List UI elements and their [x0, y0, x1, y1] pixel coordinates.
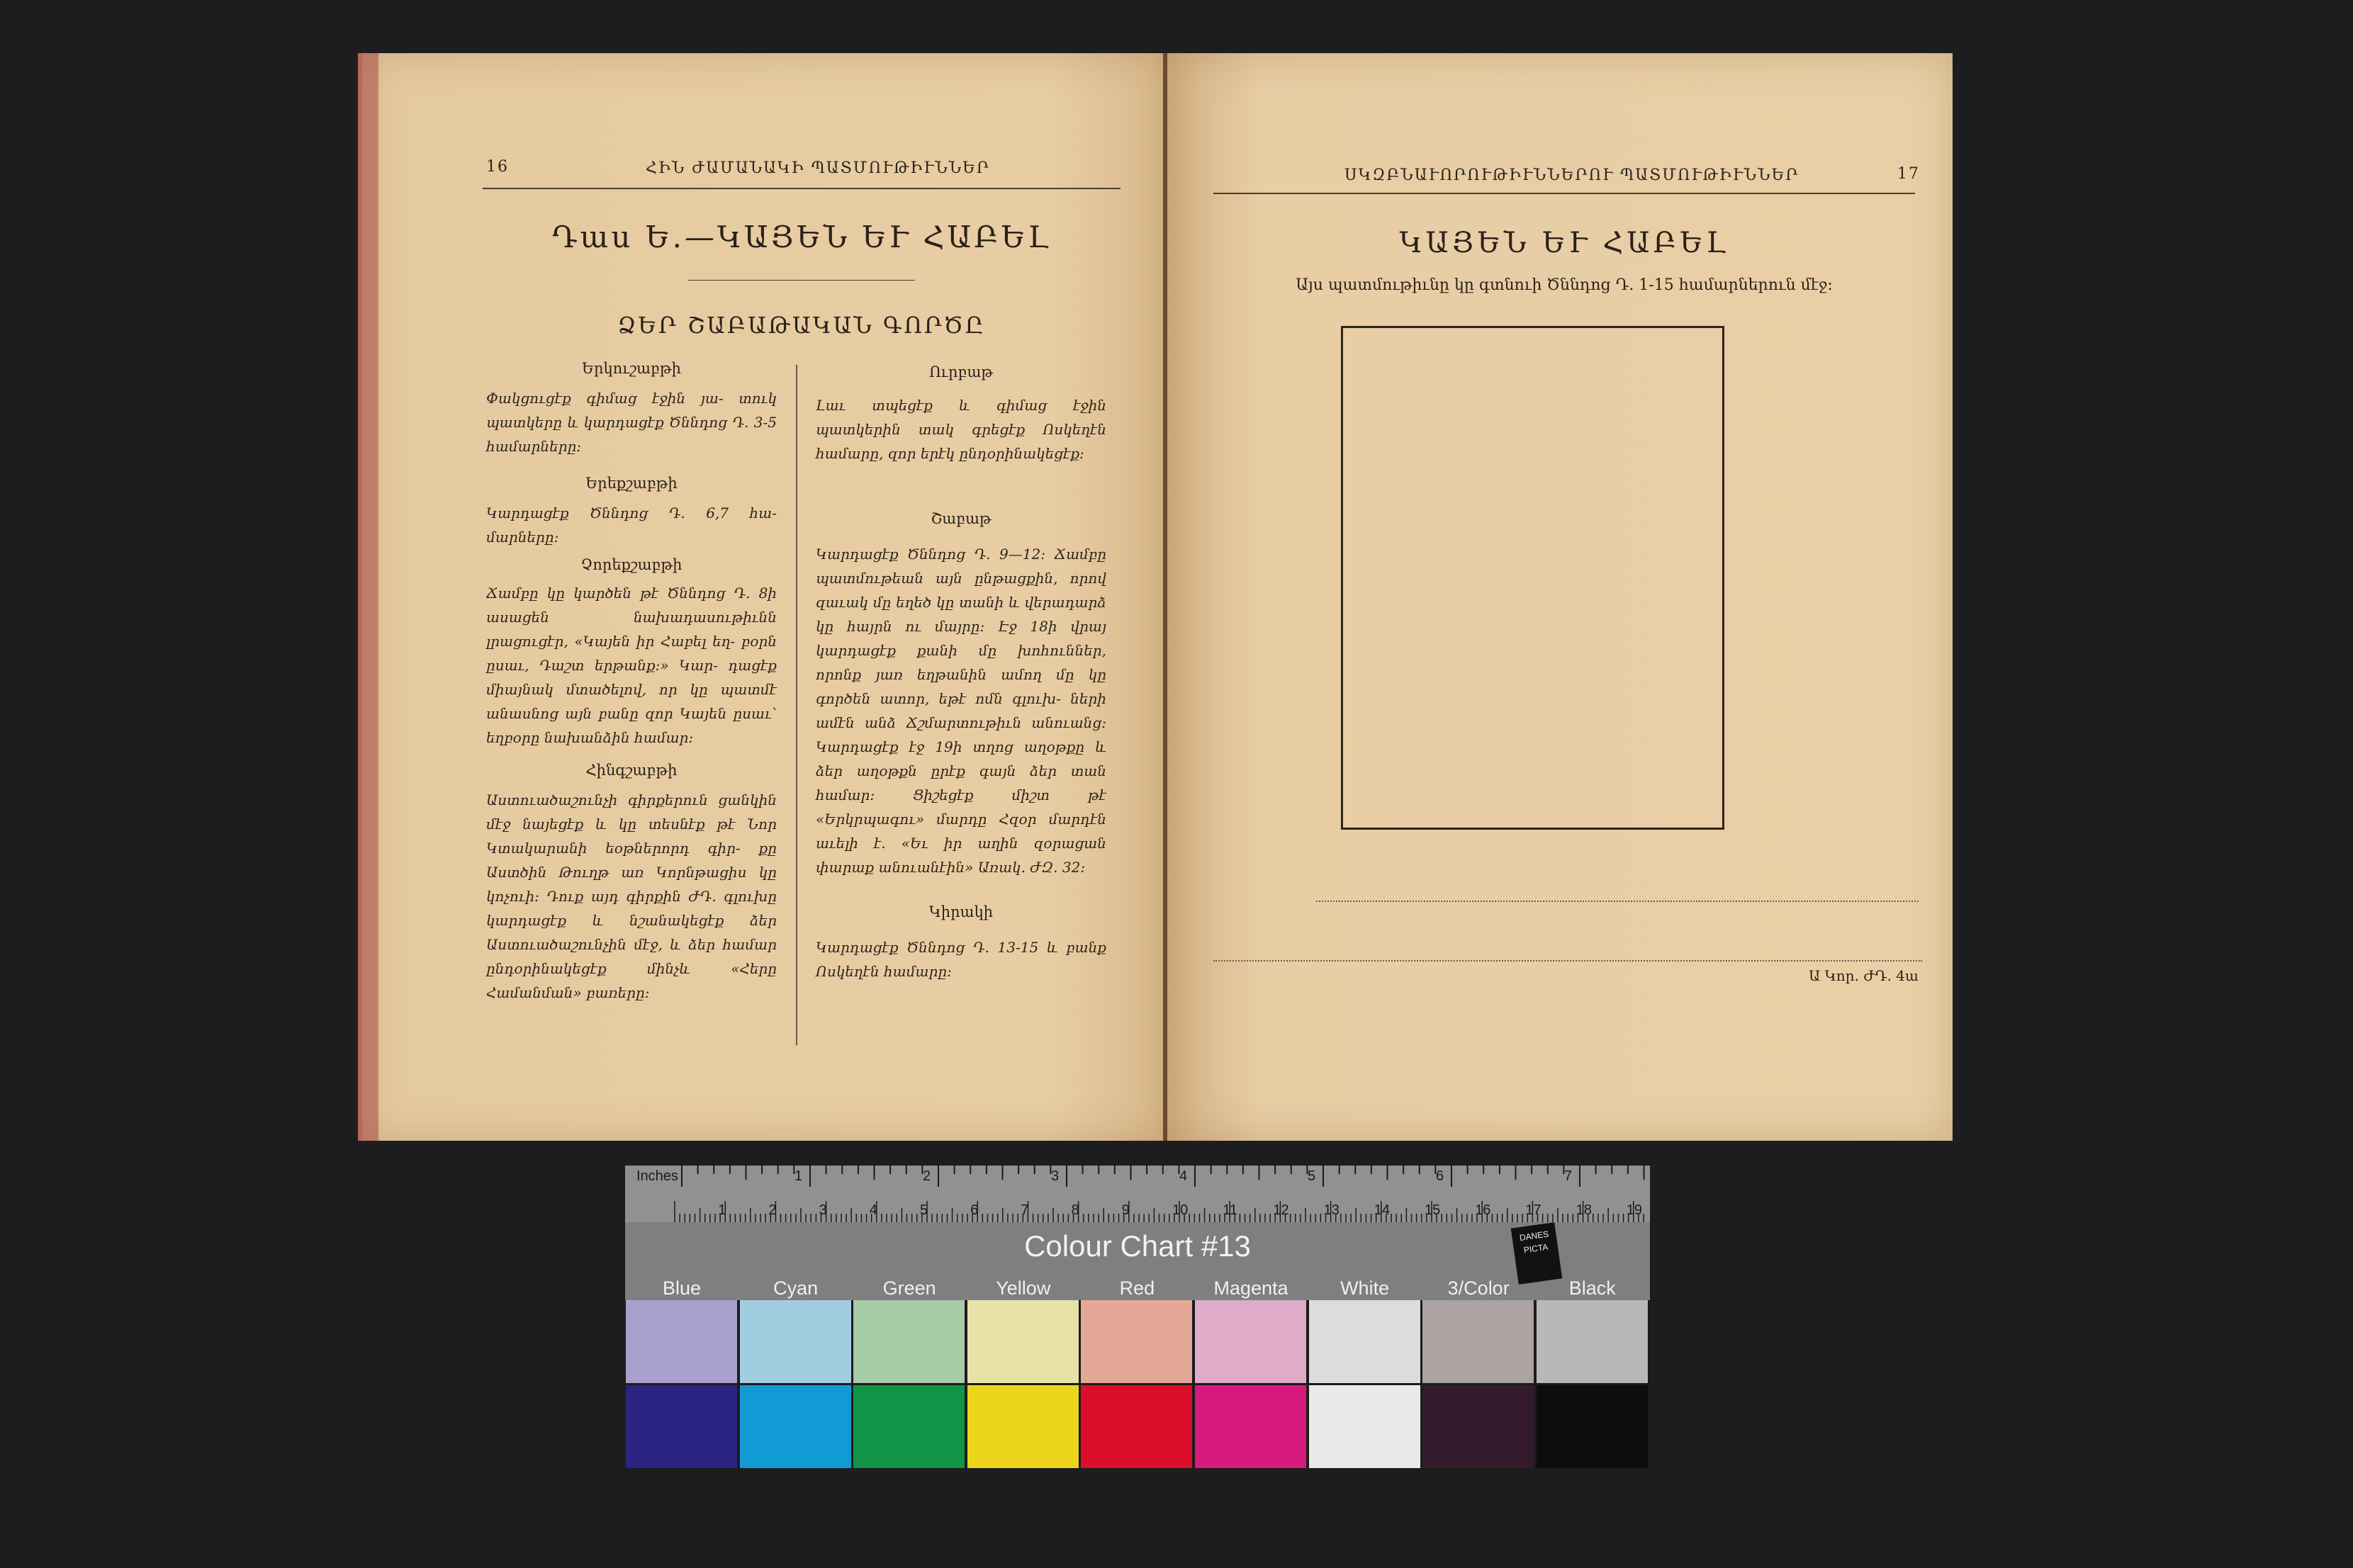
- inches-label: Inches: [636, 1168, 678, 1184]
- swatch-yellow-solid: [967, 1385, 1079, 1468]
- day-text: Կարդացէք Ծննդոց Դ. 13-15 և բանք Ոսկեղէն համարը:: [816, 939, 1106, 980]
- day-text: Կարդացէք Ծննդոց Դ. 6,7 հա- մարները:: [486, 504, 777, 546]
- column-divider: [796, 365, 797, 1045]
- right-running-head: ՍԿԶԲՆԱՒՈՐՈՒԹԻՒՆՆԵՐՈՒ ՊԱՏՄՈՒԹԻՒՆՆԵՐ: [1344, 167, 1799, 184]
- left-running-head: ՀԻՆ ԺԱՄԱՆԱԿԻ ՊԱՏՄՈՒԹԻՒՆՆԵՐ: [646, 159, 990, 177]
- story-subtitle: Այս պատմութիւնը կը գտնուի Ծննդոց Դ. 1-15 համարներուն մէջ:: [1296, 276, 1833, 294]
- cm-number: 9: [1121, 1202, 1130, 1218]
- day-heading: Երկուշաբթի: [582, 360, 681, 377]
- day-text: Փակցուցէք գիմաց էջին յա- տուկ պատկերը և կարդացէք Ծննդոց Դ. 3-5 համարները:: [486, 390, 777, 455]
- day-text: Կարդացէք Ծննդոց Դ. 9—12: Ճամբը պատմութեան այն ընթացքին, որով զաւակ մը եղեծ կը տանի և վերադարձ կը հայրն ու մայրը: Էջ 18ի վրայ կարդացէք քանի մը խոհուններ, որոնք յառ եղթանին ամող մը կը գործեն ատոր, եթէ ոմն գլուխ- ների ամէն անձ Ճշմարտութիւն անուանց: Կարդացէք էջ 19ի տղոց աղօթքը և ձեր աղօթքն ըրէք գայն ձեր տան համար: Ցիշեցէք միշտ թէ «Երկրպագու» մարդը Հզօր մարդէն աւելի է. «Եւ իր աղին զօրացան փարաք անուանէին» Առակ. ԺԶ. 32:: [816, 546, 1106, 876]
- story-title: ԿԱՅԵՆ ԵՒ ՀԱԲԵԼ: [1399, 227, 1729, 259]
- left-page: [358, 53, 1170, 1141]
- cm-number: 2: [768, 1202, 777, 1218]
- swatch-white-tint: [1309, 1300, 1420, 1383]
- swatch-label: Red: [1119, 1277, 1155, 1299]
- right-page-number: 17: [1897, 165, 1920, 183]
- footer-mark: Ա Կոր. ԺԴ. 4ա: [1809, 967, 1919, 984]
- day-heading: Կիրակի: [928, 903, 994, 920]
- cm-number: 6: [970, 1202, 979, 1218]
- right-page: [1167, 53, 1953, 1141]
- swatch-green-solid: [853, 1385, 965, 1468]
- inch-number: 6: [1436, 1168, 1444, 1184]
- swatch-black-solid: [1537, 1385, 1648, 1468]
- swatch-3-color-solid: [1422, 1385, 1534, 1468]
- verse-line: [1213, 960, 1922, 961]
- cm-number: 5: [920, 1202, 928, 1218]
- cm-number: 15: [1425, 1202, 1441, 1218]
- swatch-label: White: [1340, 1277, 1390, 1299]
- cm-number: 16: [1475, 1202, 1491, 1218]
- colour-swatches: [625, 1300, 1650, 1470]
- swatch-label: Yellow: [996, 1277, 1051, 1299]
- cm-number: 19: [1626, 1202, 1643, 1218]
- cm-number: 12: [1273, 1202, 1289, 1218]
- cm-number: 3: [819, 1202, 827, 1218]
- swatch-label: Green: [882, 1277, 936, 1299]
- inch-number: 2: [923, 1168, 931, 1184]
- swatch-red-tint: [1081, 1300, 1192, 1383]
- swatch-white-solid: [1309, 1385, 1420, 1468]
- day-text: Լաւ տպեցէք և գիմաց էջին պատկերին տակ գրեցէք Ոսկեղէն համարը, զոր երէկ ընդօրինակեցէք:: [816, 397, 1106, 462]
- caption-line: [1316, 901, 1919, 902]
- swatch-yellow-tint: [967, 1300, 1079, 1383]
- swatch-3-color-tint: [1422, 1300, 1534, 1383]
- swatch-black-tint: [1537, 1300, 1648, 1383]
- picture-frame: [1341, 326, 1724, 830]
- title-underline: [688, 280, 915, 281]
- ruler-ticks: [625, 1166, 1650, 1222]
- swatch-red-solid: [1081, 1385, 1192, 1468]
- right-head-rule: [1213, 193, 1915, 194]
- cm-number: 10: [1172, 1202, 1189, 1218]
- open-book: [358, 53, 1953, 1141]
- inch-number: 7: [1564, 1168, 1573, 1184]
- swatch-label: Black: [1568, 1277, 1616, 1299]
- day-text: Աստուածաշունչի գիրքերուն ցանկին մէջ նայեցէք և կը տեսնէք թէ Նոր Կտակարանի եօթներորդ գիր- քը Աստծին Թուղթ առ Կորնթացիս կը կոչուի: Դուք այդ գիրքին ԺԴ. գլուխը կարդացէք և նշանակեցէք ձեր Աստուածաշունչին մէջ, և ձեր համար ընդօրինակեցէք մինչև «Հերը Համանման» բառերը:: [486, 791, 777, 1001]
- swatch-magenta-solid: [1195, 1385, 1306, 1468]
- swatch-label: Magenta: [1213, 1277, 1288, 1299]
- danes-picta-logo: DANES PICTA: [1511, 1222, 1563, 1285]
- day-heading: Հինգշաբթի: [585, 762, 678, 779]
- measurement-ruler: [625, 1166, 1701, 1222]
- inch-number: 5: [1308, 1168, 1316, 1184]
- inch-number: 4: [1179, 1168, 1188, 1184]
- left-head-rule: [483, 188, 1121, 189]
- swatch-green-tint: [853, 1300, 965, 1383]
- swatch-blue-solid: [626, 1385, 737, 1468]
- swatch-cyan-tint: [740, 1300, 851, 1383]
- cm-number: 1: [718, 1202, 726, 1218]
- swatch-cyan-solid: [740, 1385, 851, 1468]
- cm-number: 7: [1021, 1202, 1029, 1218]
- cm-number: 14: [1374, 1202, 1391, 1218]
- cm-number: 8: [1071, 1202, 1079, 1218]
- cm-number: 13: [1323, 1202, 1340, 1218]
- colour-chart-title: Colour Chart #13: [1024, 1229, 1251, 1263]
- inch-number: 3: [1051, 1168, 1060, 1184]
- cm-number: 4: [869, 1202, 877, 1218]
- day-heading: Չորեքշաբթի: [580, 556, 683, 573]
- inch-number: 1: [794, 1168, 803, 1184]
- cm-number: 11: [1223, 1202, 1237, 1218]
- left-page-number: 16: [486, 158, 509, 176]
- section-title: ՁԵՐ ՇԱԲԱԹԱԿԱՆ ԳՈՐԾԸ: [617, 312, 986, 339]
- swatch-magenta-tint: [1195, 1300, 1306, 1383]
- swatch-blue-tint: [626, 1300, 737, 1383]
- day-heading: Ուրբաթ: [929, 363, 993, 380]
- day-text: Ճամբը կը կարծեն թէ Ծննդոց Դ. 8ի ասացեն նախադասութիւնն լրացուցէր, «Կայեն իր Հաբել եղ- բօրն ըսաւ, Դաշտ երթանք:» Կար- դացէք միայնակ մտածելով, որ կը պատմէ անասնոց այն բանը զոր Կայեն ըսաւ՝ եղբօրը նախանձին համար:: [486, 585, 777, 746]
- swatch-label: Blue: [662, 1277, 702, 1299]
- swatch-label: Cyan: [773, 1277, 819, 1299]
- cm-number: 18: [1576, 1202, 1592, 1218]
- inch-number: 8: [1692, 1168, 1701, 1184]
- day-heading: Շաբաթ: [931, 510, 992, 527]
- cm-number: 17: [1525, 1202, 1541, 1218]
- swatch-label: 3/Color: [1447, 1277, 1510, 1299]
- lesson-title: Դաս Ե.—ԿԱՅԵՆ ԵՒ ՀԱԲԵԼ: [551, 220, 1052, 254]
- day-heading: Երեքշաբթի: [585, 475, 678, 492]
